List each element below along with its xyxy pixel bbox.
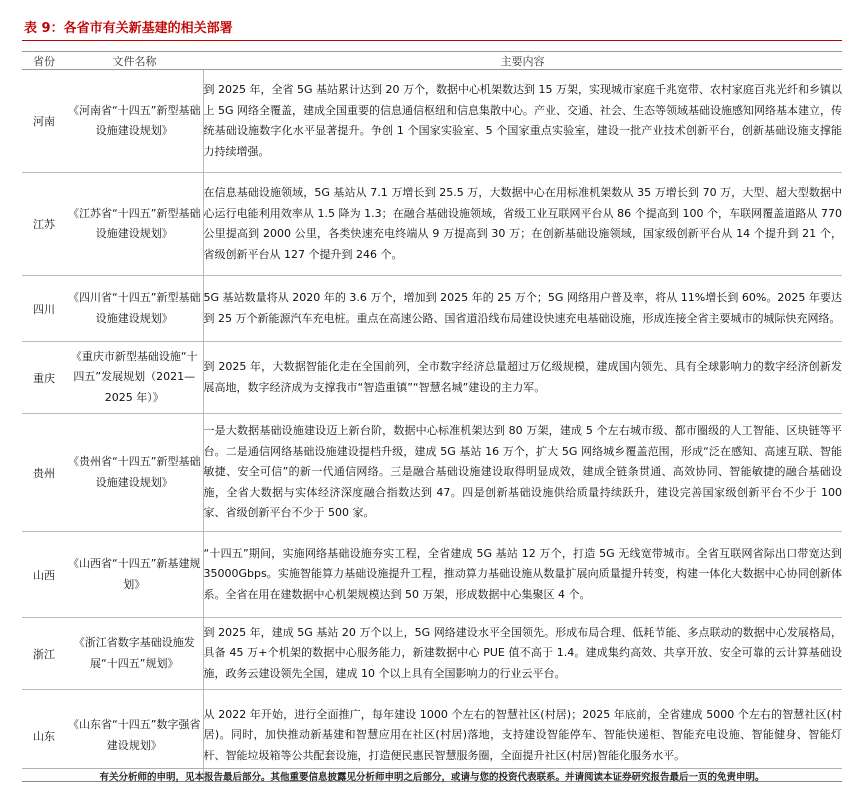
table-title: 表 9：各省市有关新基建的相关部署 [24,21,233,36]
table-row-zhejiang [22,618,842,690]
document-cell: 《河南省“十四五”新型基础设施建设规划》 [66,70,203,173]
province-cell: 山东 [22,690,66,782]
content-cell: 在信息基础设施领域，5G 基站从 7.1 万增长到 25.5 万，大数据中心在用标准机架数从 35 万增长到 70 万，大型、超大型数据中心运行电能利用效率从 1.5 降为 1.3；在融合基础设施领域，省级工业互联网平台从 86 个提高到 100 个，车联网覆盖道路从 770 公里提高到 2000 公里，各类快速充电终端从 9 万提高到 30 万；在创新基础设施领域，国家级创新平台从 14 个提升到 21 个，省级创新平台从 127 个提升到 246 个。 [203,173,842,276]
disclaimer-footer: 有关分析师的申明，见本报告最后部分。其他重要信息披露见分析师申明之后部分，或请与您的投资代表联系。并请阅读本证券研究报告最后一页的免责申明。 [99,772,765,783]
document-cell: 《浙江省数字基础设施发展“十四五”规划》 [66,618,203,690]
document-cell: 《山西省“十四五”新基建规划》 [66,532,203,618]
content-cell: 到 2025 年，大数据智能化走在全国前列，全市数字经济总量超过万亿级规模，建成国内领先、具有全球影响力的数字经济创新发展高地，数字经济成为支撑我市“智造重镇”“智慧名城”建设的主力军。 [203,342,842,414]
province-cell: 江苏 [22,173,66,276]
content-cell: 5G 基站数量将从 2020 年的 3.6 万个，增加到 2025 年的 25 万个；5G 网络用户普及率，将从 11%增长到 60%。2025 年要达到 25 万个新能源汽车充电桩。重点在高速公路、国省道沿线布局建设快速充电基础设施，形成连接全省主要城市的城际快充网络。 [203,276,842,342]
province-cell: 贵州 [22,414,66,532]
document-cell: 《贵州省“十四五”新型基础设施建设规划》 [66,414,203,532]
table-row-chongqing [22,342,842,414]
policy-table [22,51,842,782]
document-cell: 《重庆市新型基础设施“十四五”发展规划（2021—2025 年）》 [66,342,203,414]
content-cell: 一是大数据基础设施建设迈上新台阶，数据中心标准机架达到 80 万架，建成 5 个左右城市级、都市圈级的人工智能、区块链等平台。二是通信网络基础设施建设提档升级，建成 5G 基站 16 万个，扩大 5G 网络城乡覆盖范围，形成“泛在感知、高速互联、智能敏捷、安全可信”的新一代通信网络。三是融合基础设施建设取得明显成效，建成全链条贯通、高效协同、智能敏捷的融合基础设施，全省大数据与实体经济深度融合指数达到 47。四是创新基础设施供给质量持续跃升，建设完善国家级创新平台不少于 100 家、省级创新平台不少于 500 家。 [203,414,842,532]
table-row-shanxi [22,532,842,618]
document-cell: 《江苏省“十四五”新型基础设施建设规划》 [66,173,203,276]
header-document: 文件名称 [66,52,203,70]
table-row-henan [22,70,842,173]
header-content: 主要内容 [203,52,842,70]
content-cell: “十四五”期间，实施网络基础设施夯实工程，全省建成 5G 基站 12 万个，打造 5G 无线宽带城市。全省互联网省际出口带宽达到 35000Gbps。实施智能算力基础设施提升工程，推动算力基础设施从数量扩展向质量提升转变，构建一体化大数据中心协同创新体系。全省在用在建数据中心机架规模达到 50 万架，形成数据中心集聚区 4 个。 [203,532,842,618]
document-cell: 《山东省“十四五”数字强省建设规划》 [66,690,203,782]
content-cell: 到 2025 年，全省 5G 基站累计达到 20 万个，数据中心机架数达到 15 万架，实现城市家庭千兆宽带、农村家庭百兆光纤和乡镇以上 5G 网络全覆盖，建成全国重要的信息通信枢纽和信息集散中心。产业、交通、社会、生态等领域基础设施感知网络基本建立，传统基础设施数字化水平显著提升。争创 1 个国家实验室、5 个国家重点实验室，建设一批产业技术创新平台，创新基础设施支撑能力持续增强。 [203,70,842,173]
table-row-sichuan [22,276,842,342]
content-cell: 从 2022 年开始，进行全面推广，每年建设 1000 个左右的智慧社区(村居)；2025 年底前，全省建成 5000 个左右的智慧社区(村居)。同时，加快推动新基建和智慧应用在社区(村居)落地，支持建设智能停车、智能快递柜、智能充电设施、智能健身、智能灯杆、智能垃圾箱等公共配套设施，打造便民惠民智慧服务圈，全面提升社区(村居)智能化服务水平。 [203,690,842,782]
title-divider [22,40,842,41]
province-cell: 河南 [22,70,66,173]
table-header-row [22,52,842,70]
province-cell: 山西 [22,532,66,618]
province-cell: 重庆 [22,342,66,414]
header-province: 省份 [22,52,66,70]
document-cell: 《四川省“十四五”新型基础设施建设规划》 [66,276,203,342]
table-row-guizhou [22,414,842,532]
table-row-jiangsu [22,173,842,276]
footer-divider [22,768,842,769]
province-cell: 四川 [22,276,66,342]
content-cell: 到 2025 年，建成 5G 基站 20 万个以上，5G 网络建设水平全国领先。形成布局合理、低耗节能、多点联动的数据中心发展格局，具备 45 万+个机架的数据中心服务能力，新建数据中心 PUE 值不高于 1.4。建成集约高效、共享开放、安全可靠的云计算基础设施，政务云建设领先全国，建成 10 个以上具有全国影响力的行业云平台。 [203,618,842,690]
province-cell: 浙江 [22,618,66,690]
